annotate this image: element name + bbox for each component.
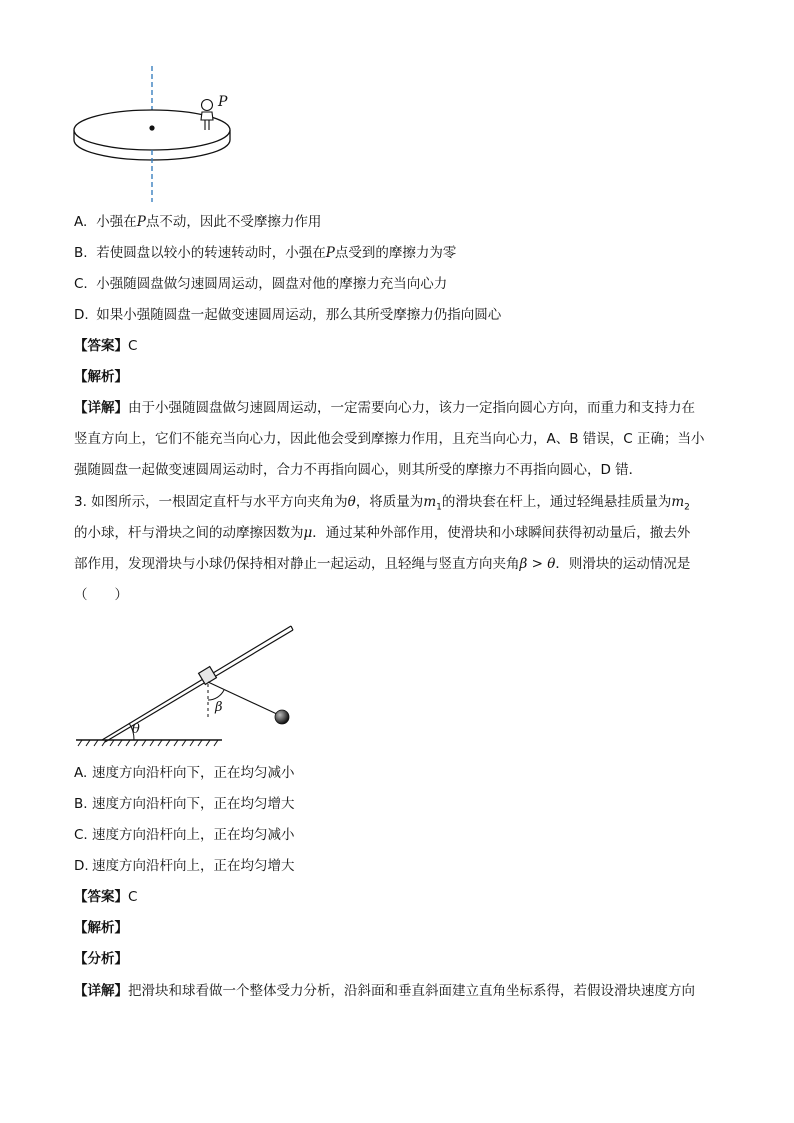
q3-stem-line-2: 的小球，杆与滑块之间的动摩擦因数为μ．通过某种外部作用，使滑块和小球瞬间获得初动量后，撤去外 xyxy=(74,525,691,541)
q3-stem-line-4: （ ） xyxy=(74,587,128,603)
q3-option-c: C. 速度方向沿杆向上，正在均匀减小 xyxy=(74,827,295,843)
q3-option-b: B. 速度方向沿杆向下，正在均匀增大 xyxy=(74,796,295,812)
beta-arc xyxy=(208,690,224,700)
q3-fenxi-heading: 【分析】 xyxy=(74,951,128,967)
q3-option-a: A. 速度方向沿杆向下，正在均匀减小 xyxy=(74,765,295,781)
q3-stem-line-3: 部作用，发现滑块与小球仍保持相对静止一起运动，且轻绳与竖直方向夹角β > θ．则滑块的运动情况是 xyxy=(74,556,691,572)
label-theta: θ xyxy=(132,722,140,737)
ground-hatching xyxy=(78,740,218,746)
inclined-rod xyxy=(102,626,293,742)
q2-option-a: A. 小强在P点不动，因此不受摩擦力作用 xyxy=(74,214,322,230)
disc-center xyxy=(149,125,154,130)
q3-stem-line-1: 3. 如图所示，一根固定直杆与水平方向夹角为θ，将质量为$m_1$的滑块套在杆上，通过轻绳悬挂质量为$m_2$ xyxy=(74,494,690,513)
q2-option-d: D. 如果小强随圆盘一起做变速圆周运动，那么其所受摩擦力仍指向圆心 xyxy=(74,307,502,323)
q3-analysis-heading: 【解析】 xyxy=(74,920,128,936)
q3-detail-line-1: 【详解】把滑块和球看做一个整体受力分析，沿斜面和垂直斜面建立直角坐标系得，若假设滑块速度方向 xyxy=(74,983,695,999)
q2-detail-line-2: 竖直方向上，它们不能充当向心力，因此他会受到摩擦力作用，且充当向心力，A、B 错误，C 正确；当小 xyxy=(74,431,705,447)
q3-option-d: D. 速度方向沿杆向上，正在均匀增大 xyxy=(74,858,295,874)
label-p: P xyxy=(218,94,228,110)
q2-analysis-heading: 【解析】 xyxy=(74,369,128,385)
q2-detail-line-1: 【详解】由于小强随圆盘做匀速圆周运动，一定需要向心力，该力一定指向圆心方向，而重力和支持力在 xyxy=(74,400,695,416)
pendulum-ball xyxy=(275,710,289,724)
q2-option-c: C. 小强随圆盘做匀速圆周运动，圆盘对他的摩擦力充当向心力 xyxy=(74,276,448,292)
q2-option-b: B. 若使圆盘以较小的转速转动时，小强在P点受到的摩擦力为零 xyxy=(74,245,457,261)
slider-block xyxy=(199,667,217,685)
q2-detail-line-3: 强随圆盘一起做变速圆周运动时，合力不再指向圆心，则其所受的摩擦力不再指向圆心，D 错． xyxy=(74,462,643,478)
incline-rod-figure xyxy=(72,622,300,750)
q2-answer: 【答案】C xyxy=(74,338,138,354)
q3-answer: 【答案】C xyxy=(74,889,138,905)
label-beta: β xyxy=(215,700,223,715)
rotating-disc-figure xyxy=(66,62,246,204)
